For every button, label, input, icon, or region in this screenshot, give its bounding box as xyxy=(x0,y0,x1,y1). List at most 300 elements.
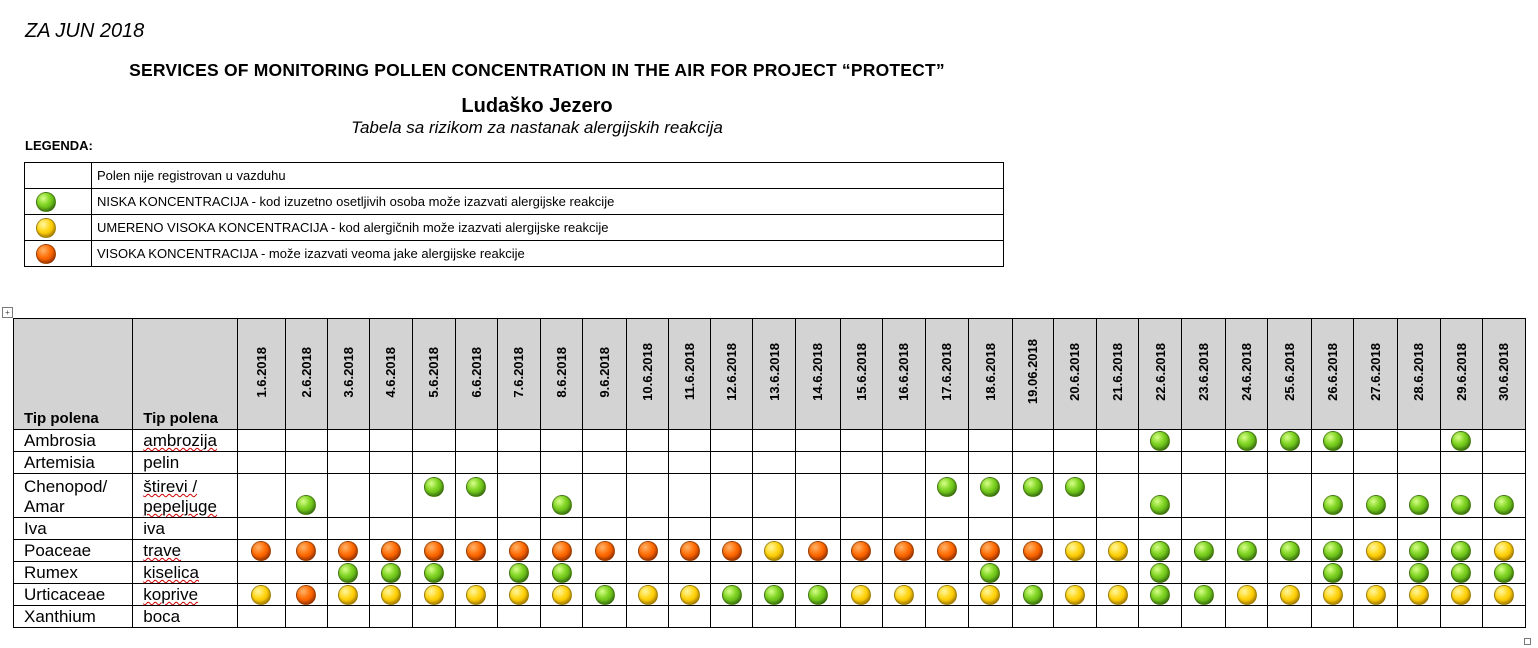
concentration-cell xyxy=(840,474,882,518)
concentration-cell xyxy=(1268,606,1312,628)
concentration-cell xyxy=(1482,540,1525,562)
concentration-cell xyxy=(540,518,582,540)
concentration-cell xyxy=(882,584,925,606)
concentration-cell xyxy=(1182,430,1226,452)
concentration-cell xyxy=(796,452,840,474)
concentration-cell xyxy=(1268,562,1312,584)
date-label: 17.6.2018 xyxy=(939,343,955,401)
mod-concentration-dot-icon xyxy=(1108,585,1128,605)
name-line: ambrozija xyxy=(143,431,217,450)
concentration-cell xyxy=(840,562,882,584)
concentration-cell xyxy=(1053,606,1096,628)
concentration-cell xyxy=(1139,562,1182,584)
concentration-cell xyxy=(840,584,882,606)
concentration-cell xyxy=(1012,606,1053,628)
date-header xyxy=(1312,319,1354,430)
concentration-cell xyxy=(968,430,1012,452)
concentration-cell xyxy=(369,606,412,628)
name-line: Poaceae xyxy=(24,541,92,560)
concentration-cell xyxy=(455,606,497,628)
concentration-cell xyxy=(1182,540,1226,562)
concentration-cell xyxy=(238,540,285,562)
name-line: Urticaceae xyxy=(24,585,106,604)
high-concentration-dot-icon xyxy=(381,541,401,561)
table-move-handle-icon[interactable]: + xyxy=(2,307,13,318)
table-row xyxy=(14,540,1526,562)
concentration-cell xyxy=(1397,606,1440,628)
date-header xyxy=(497,319,540,430)
concentration-cell xyxy=(1482,474,1525,518)
concentration-cell xyxy=(1268,452,1312,474)
date-label: 13.6.2018 xyxy=(766,343,782,401)
concentration-cell xyxy=(455,474,497,518)
concentration-cell xyxy=(540,474,582,518)
concentration-cell xyxy=(327,518,369,540)
high-concentration-dot-icon xyxy=(338,541,358,561)
date-header xyxy=(369,319,412,430)
low-concentration-dot-icon xyxy=(1150,431,1170,451)
low-concentration-dot-icon xyxy=(980,477,1000,497)
date-label: 1.6.2018 xyxy=(253,346,269,398)
mod-concentration-dot-icon xyxy=(509,585,529,605)
pollen-latin-name xyxy=(14,606,133,628)
concentration-cell xyxy=(238,452,285,474)
pollen-local-name xyxy=(133,518,238,540)
pollen-latin-name xyxy=(14,540,133,562)
concentration-cell xyxy=(540,430,582,452)
name-line: pelin xyxy=(143,453,180,472)
name-line: iva xyxy=(143,519,165,538)
mod-concentration-dot-icon xyxy=(424,585,444,605)
date-label: 10.6.2018 xyxy=(640,343,656,401)
concentration-cell xyxy=(796,584,840,606)
concentration-cell xyxy=(711,584,753,606)
concentration-cell xyxy=(1397,518,1440,540)
legend-row xyxy=(25,241,1004,267)
concentration-cell xyxy=(238,562,285,584)
concentration-cell xyxy=(968,452,1012,474)
date-header xyxy=(583,319,627,430)
concentration-cell xyxy=(1354,562,1397,584)
name-line: koprive xyxy=(143,585,199,604)
date-header xyxy=(1012,319,1053,430)
legend-icon-cell xyxy=(25,215,92,241)
date-header xyxy=(925,319,968,430)
concentration-cell xyxy=(1139,540,1182,562)
concentration-cell xyxy=(1053,430,1096,452)
date-label: 25.6.2018 xyxy=(1282,343,1298,401)
mod-concentration-dot-icon xyxy=(1494,541,1514,561)
date-label: 21.6.2018 xyxy=(1110,343,1126,401)
high-concentration-dot-icon xyxy=(552,541,572,561)
concentration-cell xyxy=(1012,540,1053,562)
date-header xyxy=(1139,319,1182,430)
concentration-cell xyxy=(968,474,1012,518)
low-concentration-dot-icon xyxy=(552,495,572,515)
mod-concentration-dot-icon xyxy=(338,585,358,605)
concentration-cell xyxy=(455,452,497,474)
table-row xyxy=(14,474,1526,518)
concentration-cell xyxy=(753,540,796,562)
low-concentration-dot-icon xyxy=(1150,495,1170,515)
pollen-latin-name xyxy=(14,518,133,540)
concentration-cell xyxy=(753,518,796,540)
concentration-cell xyxy=(968,606,1012,628)
low-concentration-dot-icon xyxy=(36,192,56,212)
concentration-cell xyxy=(412,452,455,474)
pollen-latin-name xyxy=(14,452,133,474)
date-label: 2.6.2018 xyxy=(298,346,314,398)
concentration-cell xyxy=(840,540,882,562)
concentration-cell xyxy=(1012,562,1053,584)
header-pollen-type-local: Tip polena xyxy=(133,319,238,430)
concentration-cell xyxy=(1354,540,1397,562)
mod-concentration-dot-icon xyxy=(680,585,700,605)
date-header xyxy=(1268,319,1312,430)
concentration-cell xyxy=(369,452,412,474)
date-label: 7.6.2018 xyxy=(511,346,527,398)
concentration-cell xyxy=(369,430,412,452)
name-line: boca xyxy=(143,607,181,626)
date-header xyxy=(1226,319,1268,430)
concentration-cell xyxy=(583,540,627,562)
concentration-cell xyxy=(1482,452,1525,474)
concentration-cell xyxy=(1397,540,1440,562)
concentration-cell xyxy=(497,430,540,452)
legend-row xyxy=(25,163,1004,189)
concentration-cell xyxy=(1139,606,1182,628)
name-line: Chenopod/ xyxy=(24,477,108,496)
date-header xyxy=(627,319,669,430)
concentration-cell xyxy=(327,606,369,628)
table-row xyxy=(14,584,1526,606)
concentration-cell xyxy=(1397,474,1440,518)
concentration-cell xyxy=(1312,430,1354,452)
mod-concentration-dot-icon xyxy=(1065,541,1085,561)
concentration-cell xyxy=(455,584,497,606)
low-concentration-dot-icon xyxy=(1494,495,1514,515)
table-row xyxy=(14,452,1526,474)
concentration-cell xyxy=(968,562,1012,584)
name-line: trave xyxy=(143,541,182,560)
concentration-cell xyxy=(882,540,925,562)
concentration-cell xyxy=(627,584,669,606)
high-concentration-dot-icon xyxy=(722,541,742,561)
concentration-cell xyxy=(1312,562,1354,584)
mod-concentration-dot-icon xyxy=(1237,585,1257,605)
concentration-cell xyxy=(796,562,840,584)
concentration-cell xyxy=(540,562,582,584)
concentration-cell xyxy=(840,452,882,474)
concentration-cell xyxy=(1012,452,1053,474)
concentration-cell xyxy=(753,452,796,474)
concentration-cell xyxy=(1097,474,1139,518)
concentration-cell xyxy=(1139,452,1182,474)
concentration-cell xyxy=(925,474,968,518)
concentration-cell xyxy=(412,606,455,628)
concentration-cell xyxy=(327,562,369,584)
concentration-cell xyxy=(753,584,796,606)
month-label: ZA JUN 2018 xyxy=(25,20,145,42)
concentration-cell xyxy=(1097,518,1139,540)
low-concentration-dot-icon xyxy=(595,585,615,605)
concentration-cell xyxy=(1139,584,1182,606)
mod-concentration-dot-icon xyxy=(1409,585,1429,605)
concentration-cell xyxy=(1440,562,1482,584)
concentration-cell xyxy=(1139,474,1182,518)
pollen-table xyxy=(13,318,1526,628)
low-concentration-dot-icon xyxy=(1323,495,1343,515)
mod-concentration-dot-icon xyxy=(381,585,401,605)
concentration-cell xyxy=(1354,474,1397,518)
legend-title: LEGENDA: xyxy=(25,138,93,153)
low-concentration-dot-icon xyxy=(1237,431,1257,451)
date-label: 6.6.2018 xyxy=(468,346,484,398)
concentration-cell xyxy=(627,430,669,452)
concentration-cell xyxy=(1053,562,1096,584)
concentration-cell xyxy=(1012,584,1053,606)
concentration-cell xyxy=(1482,606,1525,628)
concentration-cell xyxy=(669,562,711,584)
low-concentration-dot-icon xyxy=(1451,495,1471,515)
concentration-cell xyxy=(1312,540,1354,562)
concentration-cell xyxy=(882,452,925,474)
mod-concentration-dot-icon xyxy=(251,585,271,605)
concentration-cell xyxy=(1312,474,1354,518)
concentration-cell xyxy=(840,518,882,540)
date-label: 3.6.2018 xyxy=(340,346,356,398)
concentration-cell xyxy=(497,540,540,562)
date-header xyxy=(1482,319,1525,430)
name-line: Iva xyxy=(24,519,47,538)
high-concentration-dot-icon xyxy=(251,541,271,561)
concentration-cell xyxy=(669,430,711,452)
low-concentration-dot-icon xyxy=(937,477,957,497)
date-header xyxy=(1440,319,1482,430)
concentration-cell xyxy=(455,540,497,562)
concentration-cell xyxy=(1268,474,1312,518)
concentration-cell xyxy=(1312,452,1354,474)
date-label: 22.6.2018 xyxy=(1152,343,1168,401)
concentration-cell xyxy=(669,518,711,540)
concentration-cell xyxy=(627,452,669,474)
date-header xyxy=(1053,319,1096,430)
date-label: 9.6.2018 xyxy=(597,346,613,398)
low-concentration-dot-icon xyxy=(722,585,742,605)
name-line: Xanthium xyxy=(24,607,96,626)
concentration-cell xyxy=(1053,518,1096,540)
low-concentration-dot-icon xyxy=(296,495,316,515)
concentration-cell xyxy=(1226,606,1268,628)
concentration-cell xyxy=(1226,584,1268,606)
table-row xyxy=(14,562,1526,584)
concentration-cell xyxy=(327,474,369,518)
document-title: SERVICES OF MONITORING POLLEN CONCENTRATION IN THE AIR FOR PROJECT “PROTECT” xyxy=(129,60,945,80)
date-header xyxy=(1397,319,1440,430)
concentration-cell xyxy=(796,430,840,452)
concentration-cell xyxy=(1053,474,1096,518)
concentration-cell xyxy=(1097,584,1139,606)
concentration-cell xyxy=(1482,562,1525,584)
date-label: 12.6.2018 xyxy=(724,343,740,401)
low-concentration-dot-icon xyxy=(1150,585,1170,605)
concentration-cell xyxy=(840,606,882,628)
mod-concentration-dot-icon xyxy=(1451,585,1471,605)
mod-concentration-dot-icon xyxy=(1108,541,1128,561)
legend-text: VISOKA KONCENTRACIJA - može izazvati veoma jake alergijske reakcije xyxy=(92,241,1004,267)
concentration-cell xyxy=(1268,540,1312,562)
date-label: 20.6.2018 xyxy=(1067,343,1083,401)
name-line: kiselica xyxy=(143,563,199,582)
concentration-cell xyxy=(455,518,497,540)
legend-table xyxy=(24,162,1004,267)
concentration-cell xyxy=(711,430,753,452)
legend-text: Polen nije registrovan u vazduhu xyxy=(92,163,1004,189)
high-concentration-dot-icon xyxy=(980,541,1000,561)
low-concentration-dot-icon xyxy=(1065,477,1085,497)
concentration-cell xyxy=(711,474,753,518)
concentration-cell xyxy=(285,562,327,584)
low-concentration-dot-icon xyxy=(424,563,444,583)
concentration-cell xyxy=(1182,518,1226,540)
date-label: 29.6.2018 xyxy=(1453,343,1469,401)
low-concentration-dot-icon xyxy=(424,477,444,497)
concentration-cell xyxy=(882,518,925,540)
low-concentration-dot-icon xyxy=(1451,541,1471,561)
concentration-cell xyxy=(1053,540,1096,562)
concentration-cell xyxy=(925,452,968,474)
concentration-cell xyxy=(1226,562,1268,584)
concentration-cell xyxy=(627,562,669,584)
concentration-cell xyxy=(669,474,711,518)
date-label: 14.6.2018 xyxy=(810,343,826,401)
date-label: 4.6.2018 xyxy=(383,346,399,398)
date-header xyxy=(1354,319,1397,430)
concentration-cell xyxy=(1268,430,1312,452)
low-concentration-dot-icon xyxy=(552,563,572,583)
concentration-cell xyxy=(583,518,627,540)
concentration-cell xyxy=(627,518,669,540)
concentration-cell xyxy=(412,584,455,606)
concentration-cell xyxy=(627,540,669,562)
low-concentration-dot-icon xyxy=(1023,585,1043,605)
concentration-cell xyxy=(583,452,627,474)
low-concentration-dot-icon xyxy=(1409,495,1429,515)
concentration-cell xyxy=(1012,474,1053,518)
mod-concentration-dot-icon xyxy=(851,585,871,605)
date-header xyxy=(540,319,582,430)
legend-text: NISKA KONCENTRACIJA - kod izuzetno osetljivih osoba može izazvati alergijske reakcije xyxy=(92,189,1004,215)
low-concentration-dot-icon xyxy=(1194,541,1214,561)
mod-concentration-dot-icon xyxy=(1366,541,1386,561)
mod-concentration-dot-icon xyxy=(466,585,486,605)
name-line: štirevi / xyxy=(143,477,198,496)
concentration-cell xyxy=(796,606,840,628)
date-label: 26.6.2018 xyxy=(1325,343,1341,401)
concentration-cell xyxy=(1139,518,1182,540)
concentration-cell xyxy=(1097,540,1139,562)
name-line: Rumex xyxy=(24,563,78,582)
table-resize-handle-icon[interactable] xyxy=(1524,638,1531,645)
low-concentration-dot-icon xyxy=(1194,585,1214,605)
low-concentration-dot-icon xyxy=(1366,495,1386,515)
concentration-cell xyxy=(1440,584,1482,606)
date-header xyxy=(840,319,882,430)
pollen-local-name xyxy=(133,452,238,474)
mod-concentration-dot-icon xyxy=(937,585,957,605)
mod-concentration-dot-icon xyxy=(1280,585,1300,605)
concentration-cell xyxy=(412,518,455,540)
concentration-cell xyxy=(753,430,796,452)
high-concentration-dot-icon xyxy=(937,541,957,561)
date-header xyxy=(882,319,925,430)
low-concentration-dot-icon xyxy=(1280,541,1300,561)
concentration-cell xyxy=(583,562,627,584)
high-concentration-dot-icon xyxy=(296,585,316,605)
concentration-cell xyxy=(238,518,285,540)
low-concentration-dot-icon xyxy=(808,585,828,605)
concentration-cell xyxy=(669,540,711,562)
concentration-cell xyxy=(627,474,669,518)
date-header xyxy=(711,319,753,430)
table-header-row xyxy=(14,319,1526,430)
concentration-cell xyxy=(583,606,627,628)
concentration-cell xyxy=(1482,518,1525,540)
concentration-cell xyxy=(1268,518,1312,540)
pollen-local-name xyxy=(133,606,238,628)
concentration-cell xyxy=(1139,430,1182,452)
concentration-cell xyxy=(1097,606,1139,628)
mod-concentration-dot-icon xyxy=(1065,585,1085,605)
date-label: 30.6.2018 xyxy=(1496,343,1512,401)
date-header xyxy=(1097,319,1139,430)
concentration-cell xyxy=(796,540,840,562)
mod-concentration-dot-icon xyxy=(638,585,658,605)
concentration-cell xyxy=(711,518,753,540)
concentration-cell xyxy=(1226,518,1268,540)
concentration-cell xyxy=(412,430,455,452)
concentration-cell xyxy=(238,606,285,628)
concentration-cell xyxy=(1226,452,1268,474)
mod-concentration-dot-icon xyxy=(1366,585,1386,605)
mod-concentration-dot-icon xyxy=(764,541,784,561)
low-concentration-dot-icon xyxy=(1451,563,1471,583)
concentration-cell xyxy=(1226,540,1268,562)
date-header xyxy=(669,319,711,430)
concentration-cell xyxy=(753,474,796,518)
concentration-cell xyxy=(669,452,711,474)
station-name: Ludaško Jezero xyxy=(461,95,613,117)
low-concentration-dot-icon xyxy=(1409,541,1429,561)
concentration-cell xyxy=(1226,430,1268,452)
concentration-cell xyxy=(238,430,285,452)
concentration-cell xyxy=(1182,562,1226,584)
concentration-cell xyxy=(412,474,455,518)
concentration-cell xyxy=(497,584,540,606)
concentration-cell xyxy=(1182,606,1226,628)
low-concentration-dot-icon xyxy=(1150,563,1170,583)
concentration-cell xyxy=(925,562,968,584)
concentration-cell xyxy=(1053,452,1096,474)
concentration-cell xyxy=(1440,606,1482,628)
concentration-cell xyxy=(882,562,925,584)
legend-row xyxy=(25,215,1004,241)
concentration-cell xyxy=(455,562,497,584)
pollen-local-name xyxy=(133,540,238,562)
concentration-cell xyxy=(968,584,1012,606)
concentration-cell xyxy=(1182,452,1226,474)
legend-row xyxy=(25,189,1004,215)
